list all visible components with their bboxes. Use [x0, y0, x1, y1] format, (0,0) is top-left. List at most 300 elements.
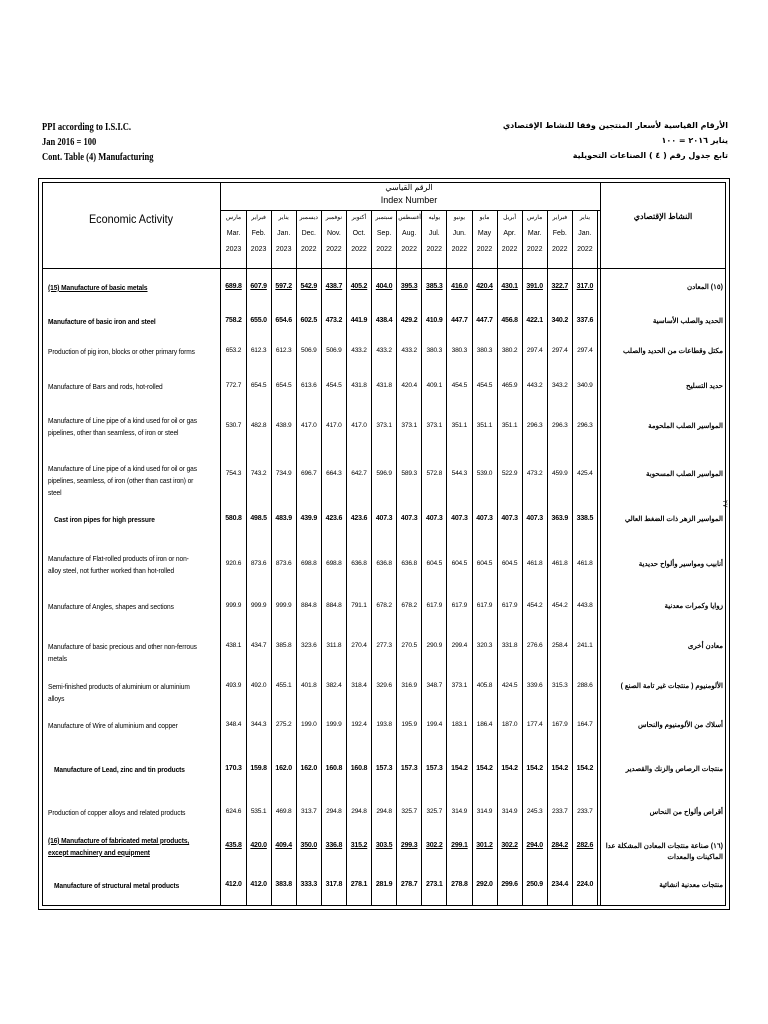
month-ar: مارس — [225, 215, 242, 221]
table-cell: 407.3 — [375, 515, 393, 522]
table-cell: 456.8 — [501, 317, 518, 324]
row-activity-en: Manufacture of Angles, shapes and sections — [48, 602, 174, 611]
table-cell: 373.1 — [376, 422, 392, 429]
column-divider — [220, 182, 221, 906]
table-cell: 160.8 — [350, 765, 368, 772]
table-cell: 314.9 — [501, 808, 518, 815]
table-cell: 482.8 — [250, 422, 267, 429]
month-header — [248, 210, 270, 258]
month-header — [549, 210, 571, 258]
table-cell: 734.9 — [275, 470, 292, 477]
header-table-title: Cont. Table (4) Manufacturing — [42, 152, 154, 163]
month-year: 2022 — [552, 246, 568, 253]
table-cell: 380.2 — [501, 347, 518, 354]
table-cell: 303.5 — [375, 842, 393, 849]
table-cell: 430.1 — [501, 283, 518, 290]
table-cell: 624.6 — [225, 808, 242, 815]
column-divider — [446, 210, 447, 906]
table-cell: 160.8 — [325, 765, 343, 772]
header-base: Jan 2016 = 100 — [42, 137, 97, 148]
table-cell: 350.0 — [300, 842, 318, 849]
table-cell: 604.5 — [426, 560, 443, 567]
month-ar: مارس — [527, 215, 543, 221]
table-cell: 461.8 — [526, 560, 543, 567]
table-cell: 380.3 — [451, 347, 468, 354]
row-activity-ar: (١٦) صناعة منتجات المعادن المشكلة عدا الماكينات والمعدات — [605, 843, 723, 861]
table-cell: 420.0 — [250, 842, 267, 849]
table-cell: 313.7 — [301, 808, 317, 815]
table-cell: 157.3 — [400, 765, 418, 772]
table-cell: 407.3 — [476, 515, 493, 522]
table-cell: 195.9 — [401, 721, 417, 728]
row-activity-en: Cast iron pipes for high pressure — [54, 515, 155, 524]
table-cell: 425.4 — [577, 470, 593, 477]
table-cell: 385.3 — [426, 283, 443, 290]
month-header — [223, 210, 245, 258]
header-left — [42, 120, 153, 165]
table-cell: 636.8 — [401, 560, 417, 567]
table-cell: 689.8 — [225, 283, 242, 290]
row-activity-en: Manufacture of Wire of aluminium and copper — [48, 721, 178, 730]
month-en: Mar. — [527, 230, 542, 237]
header-table-title-ar: تابع جدول رقم ( ٤ ) الصناعات التحويلية — [572, 151, 728, 160]
table-cell: 412.0 — [250, 881, 267, 888]
table-cell: 296.3 — [526, 422, 543, 429]
row-activity-ar: الحديد والصلب الأساسية — [652, 318, 723, 325]
table-cell: 323.6 — [301, 642, 317, 649]
table-cell: 999.9 — [225, 602, 242, 609]
table-cell: 170.3 — [225, 765, 242, 772]
table-cell: 373.1 — [451, 682, 468, 689]
table-cell: 493.9 — [225, 682, 242, 689]
table-cell: 294.8 — [351, 808, 367, 815]
month-header — [323, 210, 345, 258]
table-cell: 409.4 — [275, 842, 292, 849]
table-cell: 607.9 — [250, 283, 267, 290]
table-cell: 315.2 — [350, 842, 368, 849]
table-cell: 278.1 — [350, 881, 368, 888]
table-cell: 317.0 — [576, 283, 594, 290]
month-en: Mar. — [226, 230, 241, 237]
table-cell: 417.0 — [301, 422, 317, 429]
table-cell: 199.9 — [326, 721, 342, 728]
table-cell: 424.5 — [501, 682, 518, 689]
table-cell: 373.1 — [426, 422, 443, 429]
table-cell: 245.3 — [526, 808, 543, 815]
table-cell: 401.8 — [301, 682, 317, 689]
row-activity-ar: الألومنيوم ( منتجات غير تامة الصنع ) — [620, 683, 723, 690]
table-cell: 288.6 — [577, 682, 593, 689]
table-cell: 580.8 — [225, 515, 242, 522]
table-cell: 572.8 — [426, 470, 443, 477]
month-ar: مايو — [479, 215, 490, 221]
month-en: Jan. — [277, 230, 291, 237]
table-cell: 315.3 — [552, 682, 568, 689]
table-cell: 162.0 — [275, 765, 292, 772]
header-title-ar: الأرقام القياسية لأسعار المنتجين وفقا للنشاط الإقتصادي — [502, 121, 728, 130]
table-cell: 278.8 — [451, 881, 468, 888]
table-cell: 433.2 — [401, 347, 417, 354]
table-cell: 404.0 — [375, 283, 393, 290]
month-header — [448, 210, 470, 258]
table-cell: 407.3 — [501, 515, 518, 522]
month-en: Jul. — [428, 230, 440, 237]
table-cell: 636.8 — [376, 560, 392, 567]
table-cell: 282.6 — [576, 842, 594, 849]
table-cell: 154.2 — [576, 765, 594, 772]
table-cell: 294.8 — [326, 808, 342, 815]
table-cell: 617.9 — [426, 602, 443, 609]
table-cell: 506.9 — [326, 347, 342, 354]
table-cell: 999.9 — [275, 602, 292, 609]
table-cell: 407.3 — [426, 515, 443, 522]
table-cell: 420.4 — [401, 382, 417, 389]
economic-activity-heading: Economic Activity — [88, 212, 174, 226]
table-cell: 192.4 — [351, 721, 367, 728]
table-cell: 417.0 — [351, 422, 367, 429]
table-cell: 284.2 — [551, 842, 569, 849]
table-cell: 664.3 — [326, 470, 342, 477]
table-cell: 348.4 — [225, 721, 242, 728]
table-cell: 340.2 — [551, 317, 569, 324]
table-cell: 290.9 — [426, 642, 443, 649]
table-cell: 542.9 — [300, 283, 318, 290]
table-cell: 277.3 — [376, 642, 392, 649]
table-cell: 433.2 — [376, 347, 392, 354]
table-cell: 297.4 — [526, 347, 543, 354]
index-number-heading: Index Number — [380, 195, 438, 205]
table-cell: 410.9 — [426, 317, 443, 324]
column-divider — [522, 210, 523, 906]
table-cell: 339.6 — [526, 682, 543, 689]
table-cell: 465.9 — [501, 382, 518, 389]
table-cell: 385.8 — [275, 642, 292, 649]
table-cell: 743.2 — [250, 470, 267, 477]
table-cell: 167.9 — [552, 721, 568, 728]
table-cell: 636.8 — [351, 560, 367, 567]
table-cell: 154.2 — [476, 765, 493, 772]
table-cell: 329.6 — [376, 682, 392, 689]
table-cell: 276.6 — [526, 642, 543, 649]
table-cell: 337.6 — [576, 317, 594, 324]
table-cell: 317.8 — [325, 881, 343, 888]
table-cell: 604.5 — [501, 560, 518, 567]
month-ar: يناير — [278, 215, 289, 221]
table-cell: 199.4 — [426, 721, 443, 728]
table-cell: 441.9 — [350, 317, 368, 324]
table-cell: 250.9 — [526, 881, 543, 888]
table-cell: 438.4 — [375, 317, 393, 324]
table-cell: 999.9 — [250, 602, 267, 609]
table-cell: 642.7 — [351, 470, 367, 477]
table-cell: 325.7 — [401, 808, 417, 815]
month-header — [474, 210, 496, 258]
table-cell: 544.3 — [451, 470, 468, 477]
table-cell: 678.2 — [376, 602, 392, 609]
table-cell: 884.8 — [301, 602, 317, 609]
month-year: 2022 — [476, 246, 493, 253]
table-cell: 492.0 — [250, 682, 267, 689]
table-cell: 391.0 — [526, 283, 543, 290]
month-en: Feb. — [552, 230, 567, 237]
month-year: 2022 — [376, 246, 392, 253]
table-cell: 597.2 — [275, 283, 292, 290]
table-cell: 320.3 — [476, 642, 493, 649]
row-activity-ar: مكتل وقطاعات من الحديد والصلب — [623, 348, 723, 355]
table-cell: 698.8 — [301, 560, 317, 567]
index-number-heading-ar: الرقم القياسي — [385, 183, 433, 192]
month-ar: أكتوبر — [351, 215, 367, 221]
table-cell: 407.3 — [451, 515, 468, 522]
table-cell: 407.3 — [526, 515, 543, 522]
table-cell: 438.9 — [275, 422, 292, 429]
row-activity-ar: معادن أخرى — [687, 643, 723, 650]
table-cell: 311.8 — [326, 642, 342, 649]
table-cell: 454.2 — [526, 602, 543, 609]
table-cell: 314.9 — [476, 808, 493, 815]
table-cell: 183.1 — [451, 721, 468, 728]
table-cell: 154.2 — [501, 765, 518, 772]
table-cell: 604.5 — [451, 560, 468, 567]
month-header — [298, 210, 320, 258]
table-cell: 380.3 — [476, 347, 493, 354]
table-cell: 164.7 — [577, 721, 593, 728]
month-ar: أغسطس — [398, 215, 421, 221]
table-cell: 299.1 — [451, 842, 468, 849]
table-cell: 224.0 — [576, 881, 594, 888]
month-header — [499, 210, 521, 258]
row-activity-en: Production of copper alloys and related products — [48, 808, 186, 817]
table-cell: 884.8 — [326, 602, 342, 609]
table-cell: 302.2 — [501, 842, 518, 849]
table-cell: 454.5 — [451, 382, 468, 389]
column-divider — [296, 210, 297, 906]
month-year: 2022 — [301, 246, 317, 253]
table-cell: 416.0 — [451, 283, 468, 290]
column-divider — [472, 210, 473, 906]
table-cell: 604.5 — [476, 560, 493, 567]
table-cell: 351.1 — [476, 422, 493, 429]
month-ar: فبراير — [251, 215, 266, 221]
row-activity-ar: زوايا وكمرات معدنية — [664, 603, 723, 610]
row-activity-en: Manufacture of Line pipe of a kind used for oil or gas pipelines, other than seamless, of iron or steel — [48, 416, 197, 437]
table-cell: 439.9 — [300, 515, 318, 522]
month-year: 2022 — [451, 246, 468, 253]
table-cell: 297.4 — [552, 347, 568, 354]
table-cell: 302.2 — [426, 842, 443, 849]
table-cell: 617.9 — [476, 602, 493, 609]
table-cell: 539.0 — [476, 470, 493, 477]
month-en: May — [477, 230, 492, 237]
table-cell: 434.7 — [250, 642, 267, 649]
table-cell: 469.8 — [275, 808, 292, 815]
table-cell: 617.9 — [451, 602, 468, 609]
table-cell: 612.3 — [250, 347, 267, 354]
table-cell: 159.8 — [250, 765, 267, 772]
column-divider — [547, 210, 548, 906]
table-cell: 473.2 — [325, 317, 343, 324]
month-en: Jan. — [578, 230, 592, 237]
month-ar: يوليه — [428, 215, 441, 221]
month-header — [348, 210, 370, 258]
table-cell: 522.9 — [501, 470, 518, 477]
table-cell: 772.7 — [225, 382, 242, 389]
column-divider — [321, 210, 322, 906]
row-activity-ar: (١٥) المعادن — [686, 284, 723, 291]
table-cell: 275.2 — [275, 721, 292, 728]
table-cell: 596.9 — [376, 470, 392, 477]
table-cell: 461.8 — [552, 560, 568, 567]
table-cell: 438.7 — [325, 283, 343, 290]
table-cell: 314.9 — [451, 808, 468, 815]
table-cell: 654.6 — [275, 317, 292, 324]
table-cell: 459.9 — [552, 470, 568, 477]
row-activity-ar: أسلاك من الألومنيوم والنحاس — [637, 722, 723, 729]
table-cell: 351.1 — [501, 422, 518, 429]
table-cell: 233.7 — [552, 808, 568, 815]
table-cell: 292.0 — [476, 881, 493, 888]
table-cell: 234.4 — [551, 881, 569, 888]
row-activity-ar: المواسير الصلب الملحومة — [648, 423, 723, 430]
table-cell: 420.4 — [476, 283, 493, 290]
table-cell: 177.4 — [526, 721, 543, 728]
table-cell: 383.8 — [275, 881, 292, 888]
table-cell: 333.3 — [300, 881, 318, 888]
table-cell: 294.0 — [526, 842, 543, 849]
table-cell: 154.2 — [526, 765, 543, 772]
row-activity-ar: منتجات معدنية انشائية — [659, 882, 723, 889]
row-activity-ar: حديد التسليح — [686, 383, 723, 390]
table-cell: 473.2 — [526, 470, 543, 477]
row-activity-en: Manufacture of Lead, zinc and tin products — [54, 765, 185, 774]
column-divider — [346, 210, 347, 906]
table-cell: 431.8 — [376, 382, 392, 389]
table-cell: 193.8 — [376, 721, 392, 728]
row-activity-ar: المواسير الزهر ذات الضغط العالي — [624, 516, 723, 523]
table-cell: 270.5 — [401, 642, 417, 649]
month-header — [373, 210, 395, 258]
header-title: PPI according to I.S.I.C. — [42, 122, 132, 133]
month-ar: فبراير — [552, 215, 568, 221]
table-cell: 344.3 — [250, 721, 267, 728]
table-cell: 157.3 — [426, 765, 443, 772]
table-cell: 382.4 — [326, 682, 342, 689]
table-cell: 162.0 — [300, 765, 318, 772]
table-cell: 351.1 — [451, 422, 468, 429]
table-cell: 602.5 — [300, 317, 318, 324]
table-cell: 405.2 — [350, 283, 368, 290]
table-cell: 429.2 — [400, 317, 418, 324]
table-cell: 281.9 — [375, 881, 393, 888]
table-cell: 348.7 — [426, 682, 443, 689]
table-cell: 412.0 — [225, 881, 242, 888]
table-cell: 199.0 — [301, 721, 317, 728]
table-cell: 920.6 — [225, 560, 242, 567]
month-year: 2023 — [250, 246, 267, 253]
table-cell: 589.3 — [401, 470, 417, 477]
table-cell: 322.7 — [551, 283, 569, 290]
table-cell: 258.4 — [552, 642, 568, 649]
table-cell: 296.3 — [577, 422, 593, 429]
month-header — [524, 210, 546, 258]
table-cell: 395.3 — [400, 283, 418, 290]
table-cell: 698.8 — [326, 560, 342, 567]
month-ar: يونيو — [453, 215, 466, 221]
header-base-ar: يناير ٢٠١٦ = ١٠٠ — [661, 136, 728, 145]
month-header — [574, 210, 596, 258]
table-cell: 316.9 — [401, 682, 417, 689]
table-cell: 454.5 — [476, 382, 493, 389]
table-cell: 791.1 — [351, 602, 367, 609]
row-activity-ar: منتجات الرصاص والزنك والقصدير — [625, 766, 723, 773]
month-ar: سبتمبر — [375, 215, 393, 221]
table-cell: 617.9 — [501, 602, 518, 609]
table-cell: 186.4 — [476, 721, 493, 728]
table-cell: 296.3 — [552, 422, 568, 429]
table-cell: 447.7 — [451, 317, 468, 324]
table-cell: 187.0 — [501, 721, 518, 728]
table-cell: 654.5 — [250, 382, 267, 389]
table-cell: 273.1 — [426, 881, 443, 888]
table-cell: 363.9 — [551, 515, 569, 522]
row-activity-en: Manufacture of basic precious and other non-ferrous metals — [48, 642, 197, 663]
table-cell: 423.6 — [350, 515, 368, 522]
month-en: Apr. — [503, 230, 516, 237]
table-cell: 653.2 — [225, 347, 242, 354]
table-cell: 417.0 — [326, 422, 342, 429]
row-activity-en: Manufacture of Flat-rolled products of iron or non-alloy steel, not further worked than hot-rolled — [48, 554, 189, 575]
table-cell: 754.3 — [225, 470, 242, 477]
table-cell: 325.7 — [426, 808, 443, 815]
month-header — [273, 210, 295, 258]
month-year: 2022 — [401, 246, 417, 253]
table-cell: 301.2 — [476, 842, 493, 849]
month-header — [423, 210, 445, 258]
table-cell: 241.1 — [577, 642, 593, 649]
table-cell: 678.2 — [401, 602, 417, 609]
economic-activity-heading-ar: النشاط الإقتصادي — [633, 212, 693, 221]
row-activity-en: Semi-finished products of aluminium or aluminium alloys — [48, 682, 190, 703]
row-activity-ar: المواسير الصلب المسحوبة — [646, 471, 723, 478]
row-activity-ar: أنابيب ومواسير وألواح حديدية — [638, 561, 723, 568]
row-activity-en: Production of pig iron, blocks or other primary forms — [48, 347, 195, 356]
table-cell: 530.7 — [225, 422, 242, 429]
table-cell: 338.5 — [576, 515, 594, 522]
month-en: Nov. — [326, 230, 341, 237]
table-cell: 409.1 — [426, 382, 443, 389]
table-cell: 498.5 — [250, 515, 267, 522]
table-cell: 696.7 — [301, 470, 317, 477]
header-right — [503, 118, 728, 163]
table-cell: 343.2 — [552, 382, 568, 389]
column-divider — [371, 210, 372, 906]
table-cell: 454.2 — [552, 602, 568, 609]
table-cell: 154.2 — [451, 765, 468, 772]
month-ar: أبريل — [503, 215, 517, 221]
column-divider — [396, 210, 397, 906]
row-activity-ar: أقراص وألواح من النحاس — [649, 809, 723, 816]
column-divider — [497, 210, 498, 906]
month-year: 2023 — [275, 246, 292, 253]
month-header — [398, 210, 420, 258]
column-divider — [421, 210, 422, 906]
table-cell: 483.9 — [275, 515, 292, 522]
month-en: Oct. — [352, 230, 366, 237]
month-en: Feb. — [251, 230, 266, 237]
table-cell: 433.2 — [351, 347, 367, 354]
table-cell: 461.8 — [577, 560, 593, 567]
table-cell: 422.1 — [526, 317, 543, 324]
